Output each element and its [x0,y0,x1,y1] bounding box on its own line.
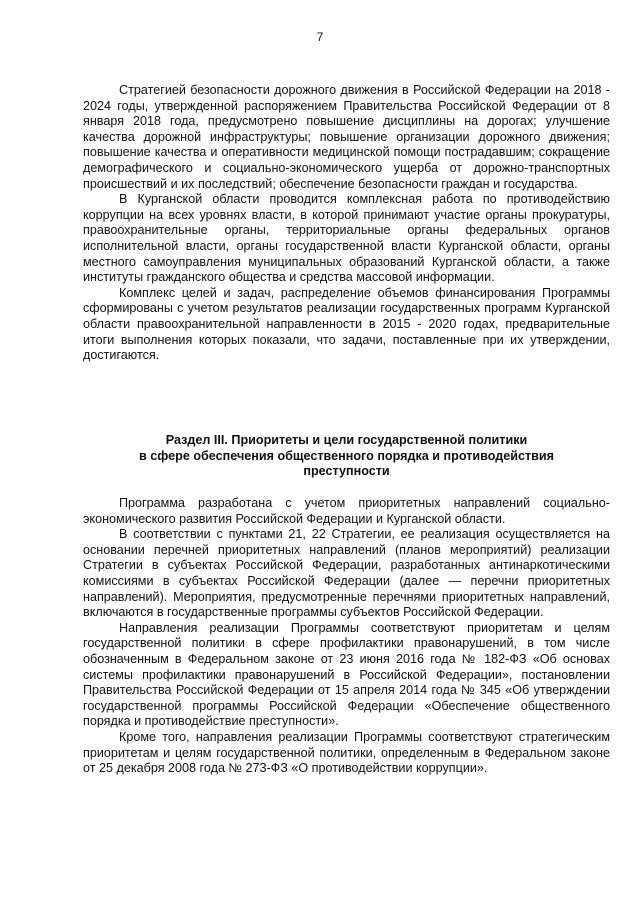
section-heading [100,433,593,480]
body-text-block-1 [83,83,610,364]
paragraph-program-directions: Направления реализации Программы соответствуют приоритетам и целям государственной политики в сфере профилактики правонарушений, в том числе обозначенным в Федеральном законе от 23 июня 2016 года № 182-ФЗ «Об основах системы профилактики правонарушений в Российской Федерации», постановлении Правительства Российской Федерации от 15 апреля 2014 года № 345 «Об утверждении государственной программы Российской Федерации «Обеспечение общественного порядка и противодействие преступности». [83,620,610,729]
paragraph-anti-corruption: В Курганской области проводится комплексная работа по противодействию коррупции на всех уровнях власти, в которой принимают участие органы прокуратуры, правоохранительные органы, территориальные органы федеральных органов исполнительной власти, органы государственной власти Курганской области, органы местного самоуправления муниципальных образований Курганской области, а также институты гражданского общества и средства массовой информации. [83,192,610,285]
paragraph-anti-corruption-law: Кроме того, направления реализации Программы соответствуют стратегическим приоритетам и целям государственной политики, определенным в Федеральном законе от 25 декабря 2008 года № 273-ФЗ «О противодействии коррупции». [83,729,610,776]
paragraph-program-goals: Комплекс целей и задач, распределение объемов финансирования Программы сформированы с учетом результатов реализации государственных программ Курганской области правоохранительной направленности в 2015 - 2020 годах, предварительные итоги выполнения которых показали, что задачи, поставленные при их утверждении, достигаются. [83,285,610,363]
page-number: 7 [316,30,324,44]
paragraph-strategy-items: В соответствии с пунктами 21, 22 Стратегии, ее реализация осуществляется на основании перечней приоритетных направлений (планов мероприятий) реализации Стратегии в субъектах Российской Федерации, разработанных антинаркотическими комиссиями в субъектах Российской Федерации (далее — перечни приоритетных направлений). Мероприятия, предусмотренные перечнями приоритетных направлений, включаются в государственные программы субъектов Российской Федерации. [83,527,610,620]
heading-line: Раздел III. Приоритеты и цели государственной политики [165,433,528,447]
heading-line: преступности [303,464,390,479]
body-text-block-2 [83,496,610,777]
paragraph-program-basis: Программа разработана с учетом приоритетных направлений социально-экономического развития Российской Федерации и Курганской области. [83,496,610,526]
paragraph-road-safety: Стратегией безопасности дорожного движения в Российской Федерации на 2018 - 2024 годы, утвержденной распоряжением Правительства Российской Федерации от 8 января 2018 года, предусмотрено повышение дисциплины на дорогах; улучшение качества дорожной инфраструктуры; повышение организации дорожного движения; повышение качества и оперативности медицинской помощи пострадавшим; сокращение демографического и социально-экономического ущерба от дорожно-транспортных происшествий и их последствий; обеспечение безопасности граждан и государства. [83,83,610,191]
heading-line: в сфере обеспечения общественного порядка и противодействия [139,448,554,463]
